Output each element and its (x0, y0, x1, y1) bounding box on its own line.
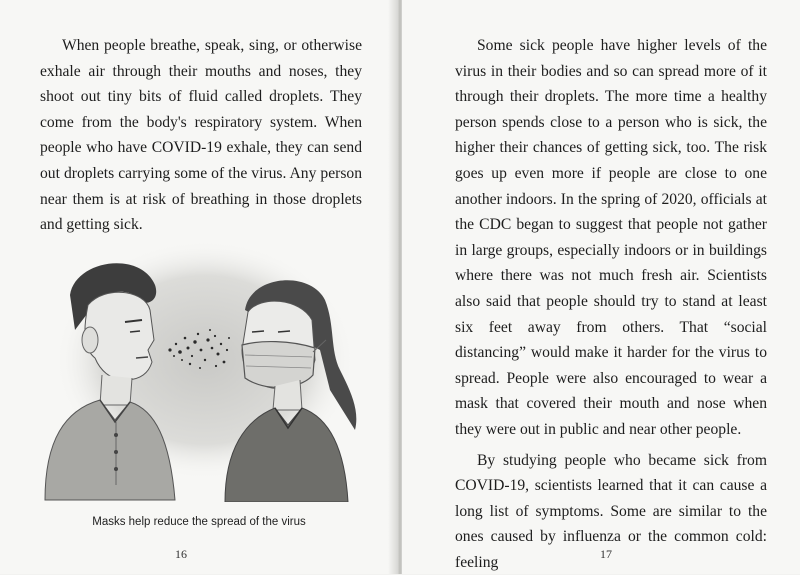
illustration-two-people (30, 240, 360, 502)
right-page (402, 0, 800, 574)
left-body-text (40, 33, 362, 238)
left-page (0, 0, 398, 574)
right-paragraph-2: By studying people who became sick from COVID-19, scientists learned that it can cause a long list of symptoms. Some are similar to the ones caused by influenza or the common cold: feeling (455, 448, 767, 575)
right-paragraph-1: Some sick people have higher levels of the virus in their bodies and so can spread more of it through their droplets. The more time a healthy person spends close to a person who is sick, the higher their chances of getting sick, too. The risk goes up even more if people are close to one another indoors. In the spring of 2020, officials at the CDC began to suggest that people not gather in large groups, especially indoors or in buildings where there was not much fresh air. Scientists also said that people should try to stand at least six feet away from others. That “social distancing” would make it harder for the virus to spread. People were also encouraged to wear a mask that covered their mouth and nose when they were out in public and near other people. (455, 33, 767, 443)
left-paragraph-1: When people breathe, speak, sing, or otherwise exhale air through their mouths and noses, they shoot out tiny bits of fluid called droplets. They come from the body's respiratory system. When people who have COVID-19 exhale, they can send out droplets carrying some of the virus. Any person near them is at risk of breathing in those droplets and getting sick. (40, 33, 362, 238)
page-number-left: 16 (175, 547, 187, 562)
page-number-right: 17 (600, 547, 612, 562)
figure-caption: Masks help reduce the spread of the virus (0, 516, 398, 528)
right-body-text (455, 33, 767, 575)
